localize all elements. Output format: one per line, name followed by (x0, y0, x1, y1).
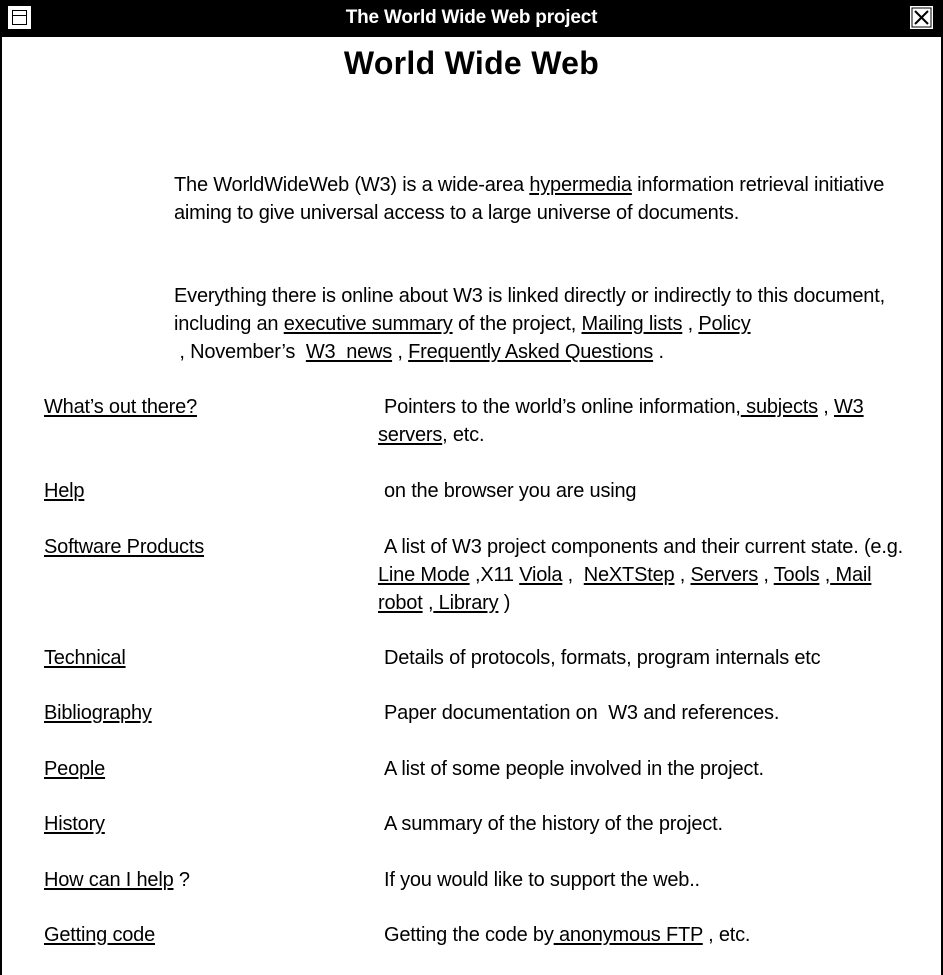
link-help[interactable]: Help (44, 480, 85, 502)
description-text: A list of some people involved in the project. (384, 758, 764, 780)
link-history[interactable]: History (44, 813, 105, 835)
link-line-mode[interactable]: Line Mode (378, 564, 470, 586)
description-text: ,X11 (469, 564, 520, 586)
term-cell (44, 866, 190, 894)
paragraph-text: , (392, 341, 409, 363)
description-text: , etc. (702, 924, 751, 946)
description-text: A summary of the history of the project. (384, 813, 723, 835)
link-tools[interactable]: Tools (773, 564, 820, 586)
link-w3-servers[interactable]: W3 servers (378, 396, 864, 446)
link-how-can-i-help[interactable]: How can I help (44, 869, 174, 891)
title-bar[interactable] (2, 0, 941, 37)
paragraph-text: of the project, (452, 313, 582, 335)
description-text: , (819, 564, 831, 586)
topic-description (378, 866, 918, 894)
description-text: ) (498, 592, 511, 614)
intro-paragraph (174, 171, 924, 227)
topic-description (378, 699, 918, 727)
link-policy[interactable]: Policy (698, 313, 751, 335)
link-executive-summary[interactable]: executive summary (283, 313, 453, 335)
description-text: A list of W3 project components and their current state. (e.g. (384, 536, 903, 558)
link-getting-code[interactable]: Getting code (44, 924, 156, 946)
intro-text: The WorldWideWeb (W3) is a wide-area (174, 174, 530, 196)
link-library[interactable]: Library (433, 592, 499, 614)
link-software-products[interactable]: Software Products (44, 536, 205, 558)
description-text: , etc. (442, 424, 485, 446)
description-text: Paper documentation on W3 and references. (384, 702, 780, 724)
topic-description (378, 533, 918, 617)
paragraph-text: Everything there is online about W3 is linked directly or indirectly to this document, including an (174, 285, 885, 335)
link-subjects[interactable]: subjects (740, 396, 818, 418)
description-text: , (817, 396, 834, 418)
link-w3-news[interactable]: W3 news (305, 341, 393, 363)
page-title: World Wide Web (343, 45, 600, 81)
description-text: , (562, 564, 584, 586)
term-suffix: ? (173, 869, 190, 891)
close-icon[interactable] (910, 6, 933, 29)
topic-description (378, 477, 918, 505)
topic-description (378, 644, 918, 672)
paragraph-text: , (682, 313, 699, 335)
link-servers[interactable]: Servers (690, 564, 759, 586)
link-anonymous-ftp[interactable]: anonymous FTP (553, 924, 703, 946)
topic-description (378, 755, 918, 783)
intro-text: information retrieval initiative aiming to give universal access to a large universe of documents. (174, 174, 885, 224)
link-mail-robot[interactable]: Mail robot (378, 564, 872, 614)
link-technical[interactable]: Technical (44, 647, 126, 669)
description-text: Getting the code by (384, 924, 554, 946)
link-mailing-lists[interactable]: Mailing lists (581, 313, 683, 335)
everything-paragraph (174, 282, 924, 366)
description-text: , (422, 592, 434, 614)
link-faq[interactable]: Frequently Asked Questions (408, 341, 654, 363)
description-text: on the browser you are using (384, 480, 637, 502)
link-nextstep[interactable]: NeXTStep (583, 564, 675, 586)
paragraph-text: . (653, 341, 664, 363)
description-text: Details of protocols, formats, program internals etc (384, 647, 821, 669)
paragraph-text: , November’s (174, 341, 306, 363)
topic-description (378, 810, 918, 838)
link-bibliography[interactable]: Bibliography (44, 702, 152, 724)
document-content (2, 37, 941, 975)
topic-description (378, 921, 918, 949)
window-title: The World Wide Web project (345, 7, 598, 28)
description-text: If you would like to support the web.. (384, 869, 700, 891)
link-whats-out-there[interactable]: What’s out there? (44, 396, 197, 418)
link-people[interactable]: People (44, 758, 106, 780)
description-text: , (674, 564, 691, 586)
link-hypermedia[interactable]: hypermedia (529, 174, 632, 196)
description-text: Pointers to the world’s online information, (384, 396, 741, 418)
description-text: , (758, 564, 774, 586)
topic-description (378, 393, 918, 449)
link-viola[interactable]: Viola (519, 564, 563, 586)
